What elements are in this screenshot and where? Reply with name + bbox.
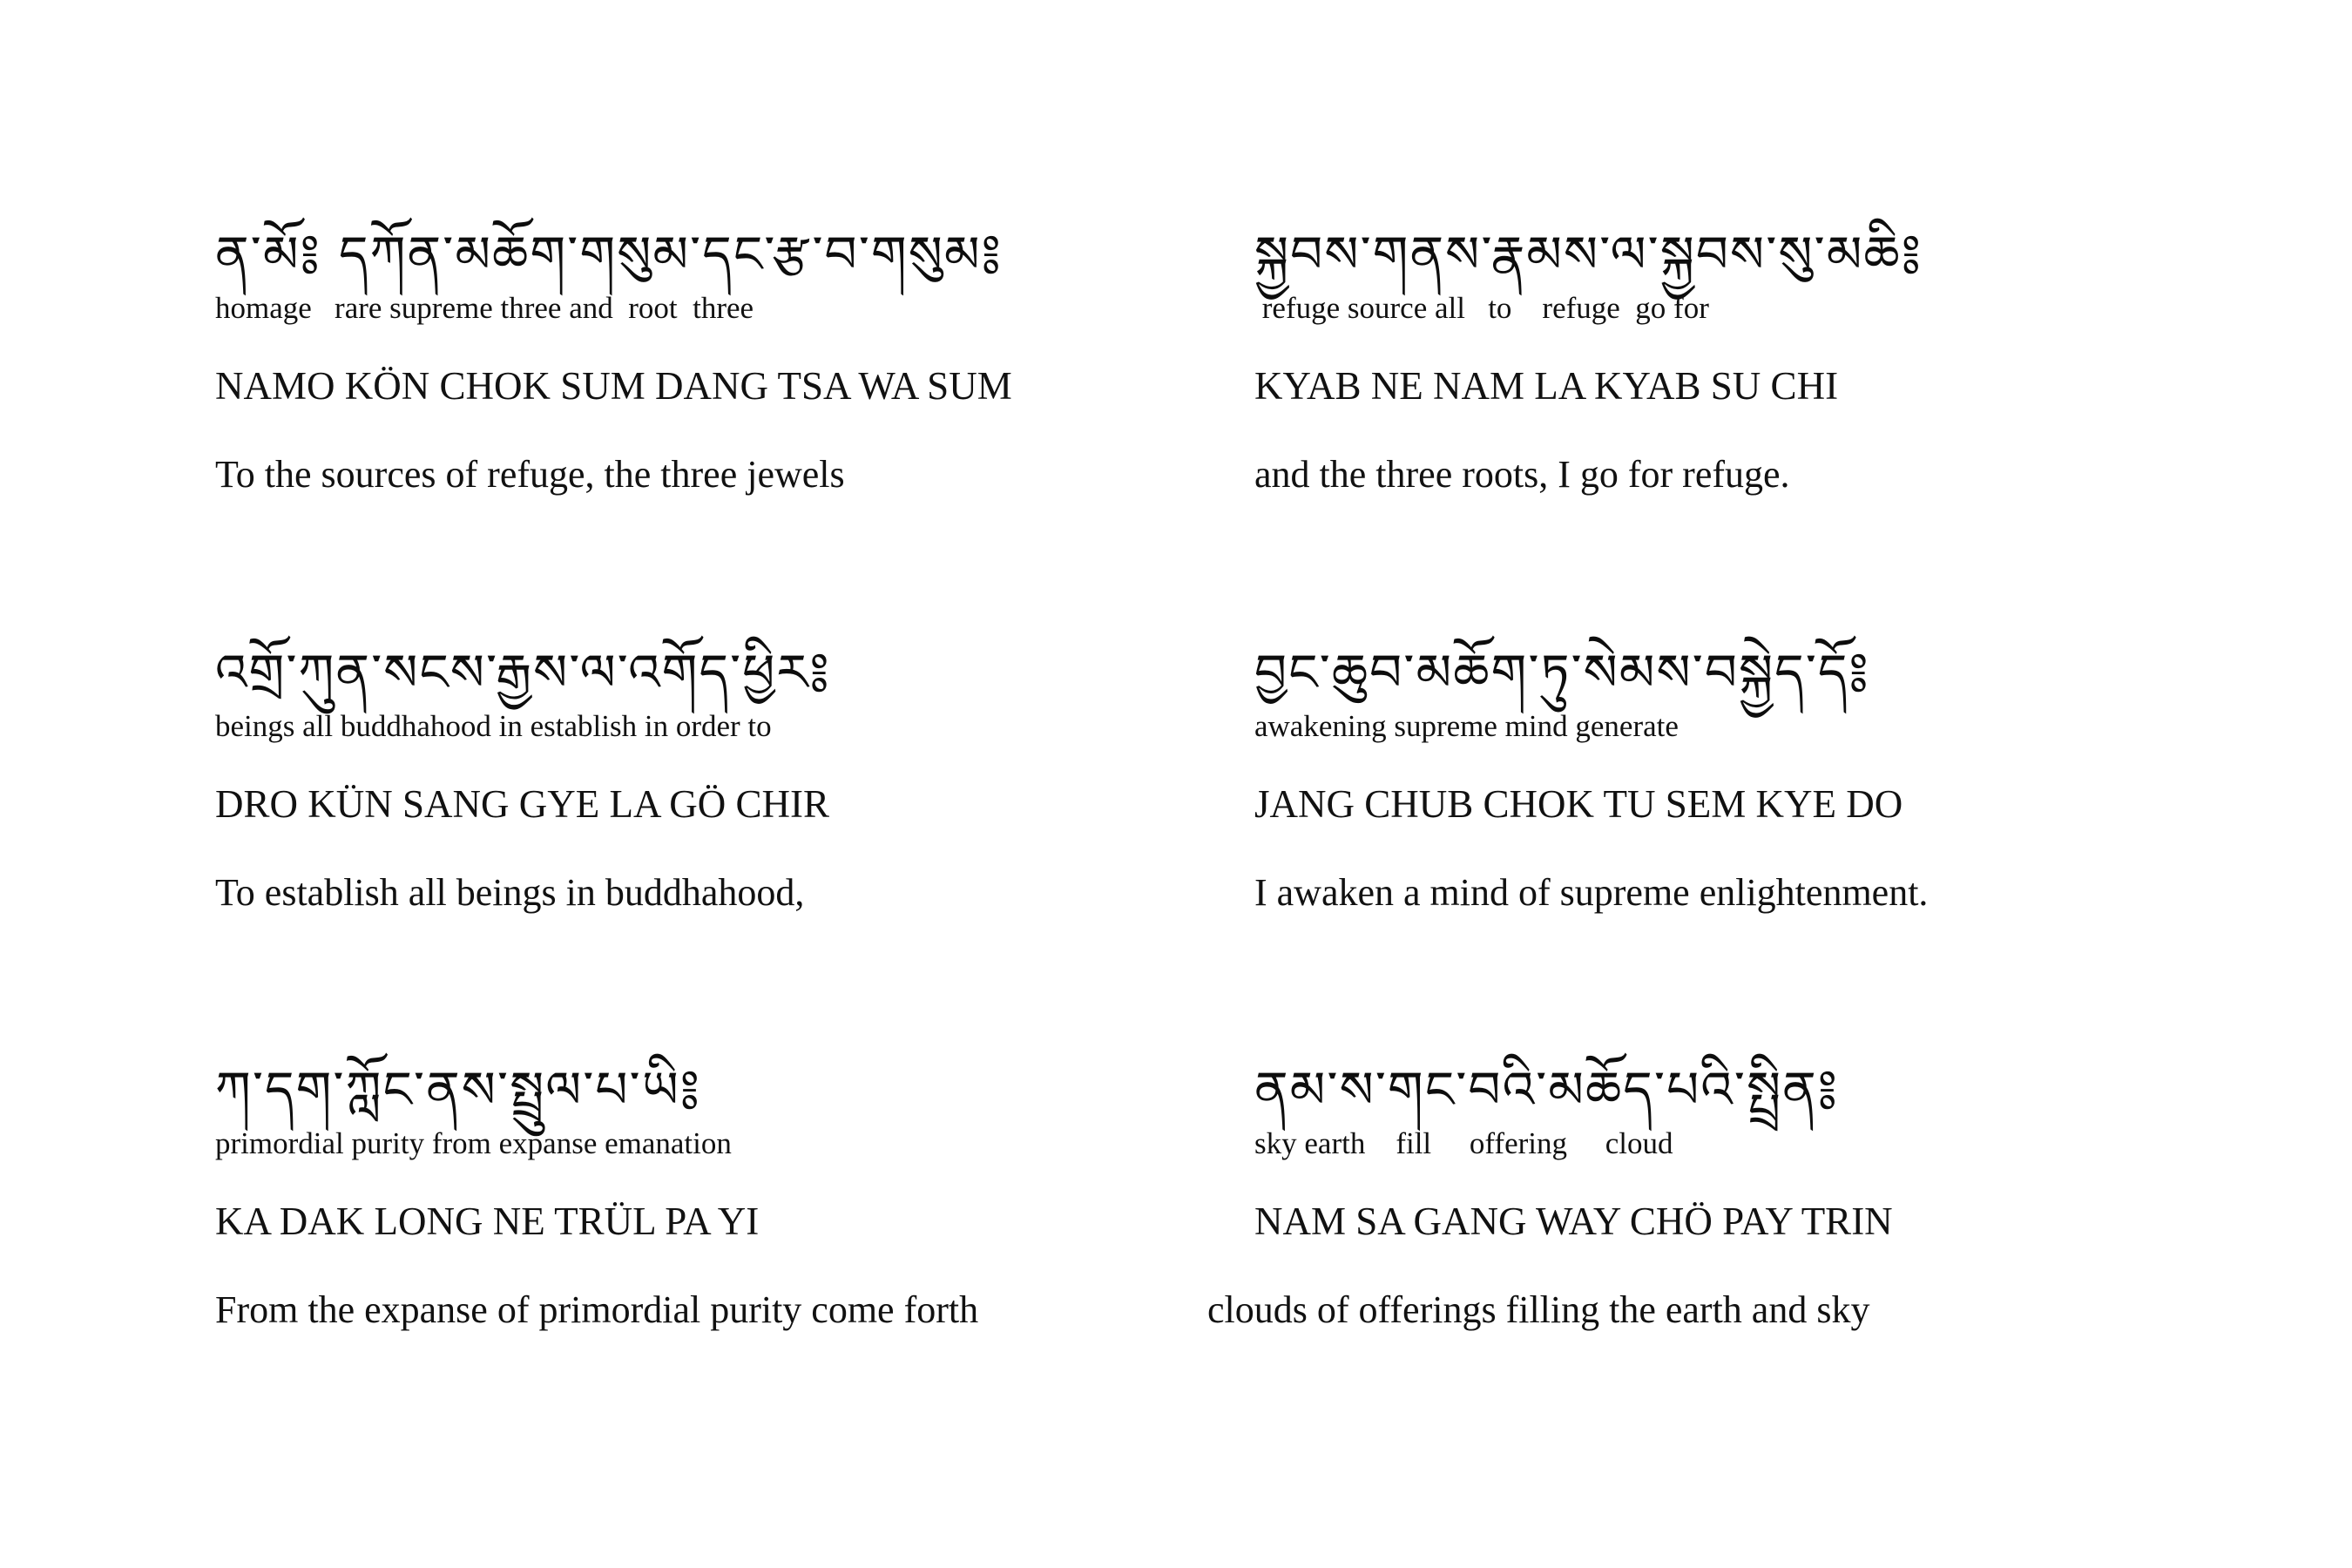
translation: From the expanse of primordial purity come forth: [215, 1288, 979, 1331]
translation: and the three roots, I go for refuge.: [1254, 453, 1790, 496]
word-gloss: refuge source all to refuge go for: [1254, 291, 1709, 325]
word-gloss: homage rare supreme three and root three: [215, 291, 754, 325]
tibetan-line: འགྲོ་ཀུན་སངས་རྒྱས་ལ་འགོད་ཕྱིར༔: [215, 643, 831, 702]
word-gloss: primordial purity from expanse emanation: [215, 1126, 732, 1160]
transliteration: NAMO KÖN CHOK SUM DANG TSA WA SUM: [215, 364, 1012, 408]
transliteration: NAM SA GANG WAY CHÖ PAY TRIN: [1254, 1200, 1893, 1243]
verse-block-6: [1207, 1055, 2230, 1332]
translation: I awaken a mind of supreme enlightenment.: [1254, 871, 1929, 914]
verse-block-2: [1254, 220, 2230, 497]
transliteration: JANG CHUB CHOK TU SEM KYE DO: [1254, 782, 1903, 826]
translation: clouds of offerings filling the earth and sky: [1207, 1288, 1870, 1331]
verse-block-3: [215, 638, 1191, 915]
translation: To establish all beings in buddhahood,: [215, 871, 805, 914]
verse-block-4: [1254, 638, 2230, 915]
transliteration: DRO KÜN SANG GYE LA GÖ CHIR: [215, 782, 830, 826]
tibetan-line: ན་མོ༔ དཀོན་མཆོག་གསུམ་དང་རྩ་བ་གསུམ༔: [215, 225, 1003, 284]
tibetan-line: བྱང་ཆུབ་མཆོག་ཏུ་སེམས་བསྐྱེད་དོ༔: [1254, 643, 1870, 702]
word-gloss: beings all buddhahood in establish in order to: [215, 709, 772, 743]
translation: To the sources of refuge, the three jewels: [215, 453, 845, 496]
transliteration: KA DAK LONG NE TRÜL PA YI: [215, 1200, 760, 1243]
verse-block-5: [215, 1055, 1191, 1332]
transliteration: KYAB NE NAM LA KYAB SU CHI: [1254, 364, 1839, 408]
word-gloss: awakening supreme mind generate: [1254, 709, 1679, 743]
word-gloss: sky earth fill offering cloud: [1254, 1126, 1673, 1160]
tibetan-line: སྐྱབས་གནས་རྣམས་ལ་སྐྱབས་སུ་མཆི༔: [1254, 225, 1923, 284]
verse-block-1: [215, 220, 1191, 497]
tibetan-line: ཀ་དག་ཀློང་ནས་སྤྲུལ་པ་ཡི༔: [215, 1060, 701, 1119]
tibetan-line: ནམ་ས་གང་བའི་མཆོད་པའི་སྤྲིན༔: [1254, 1060, 1839, 1119]
